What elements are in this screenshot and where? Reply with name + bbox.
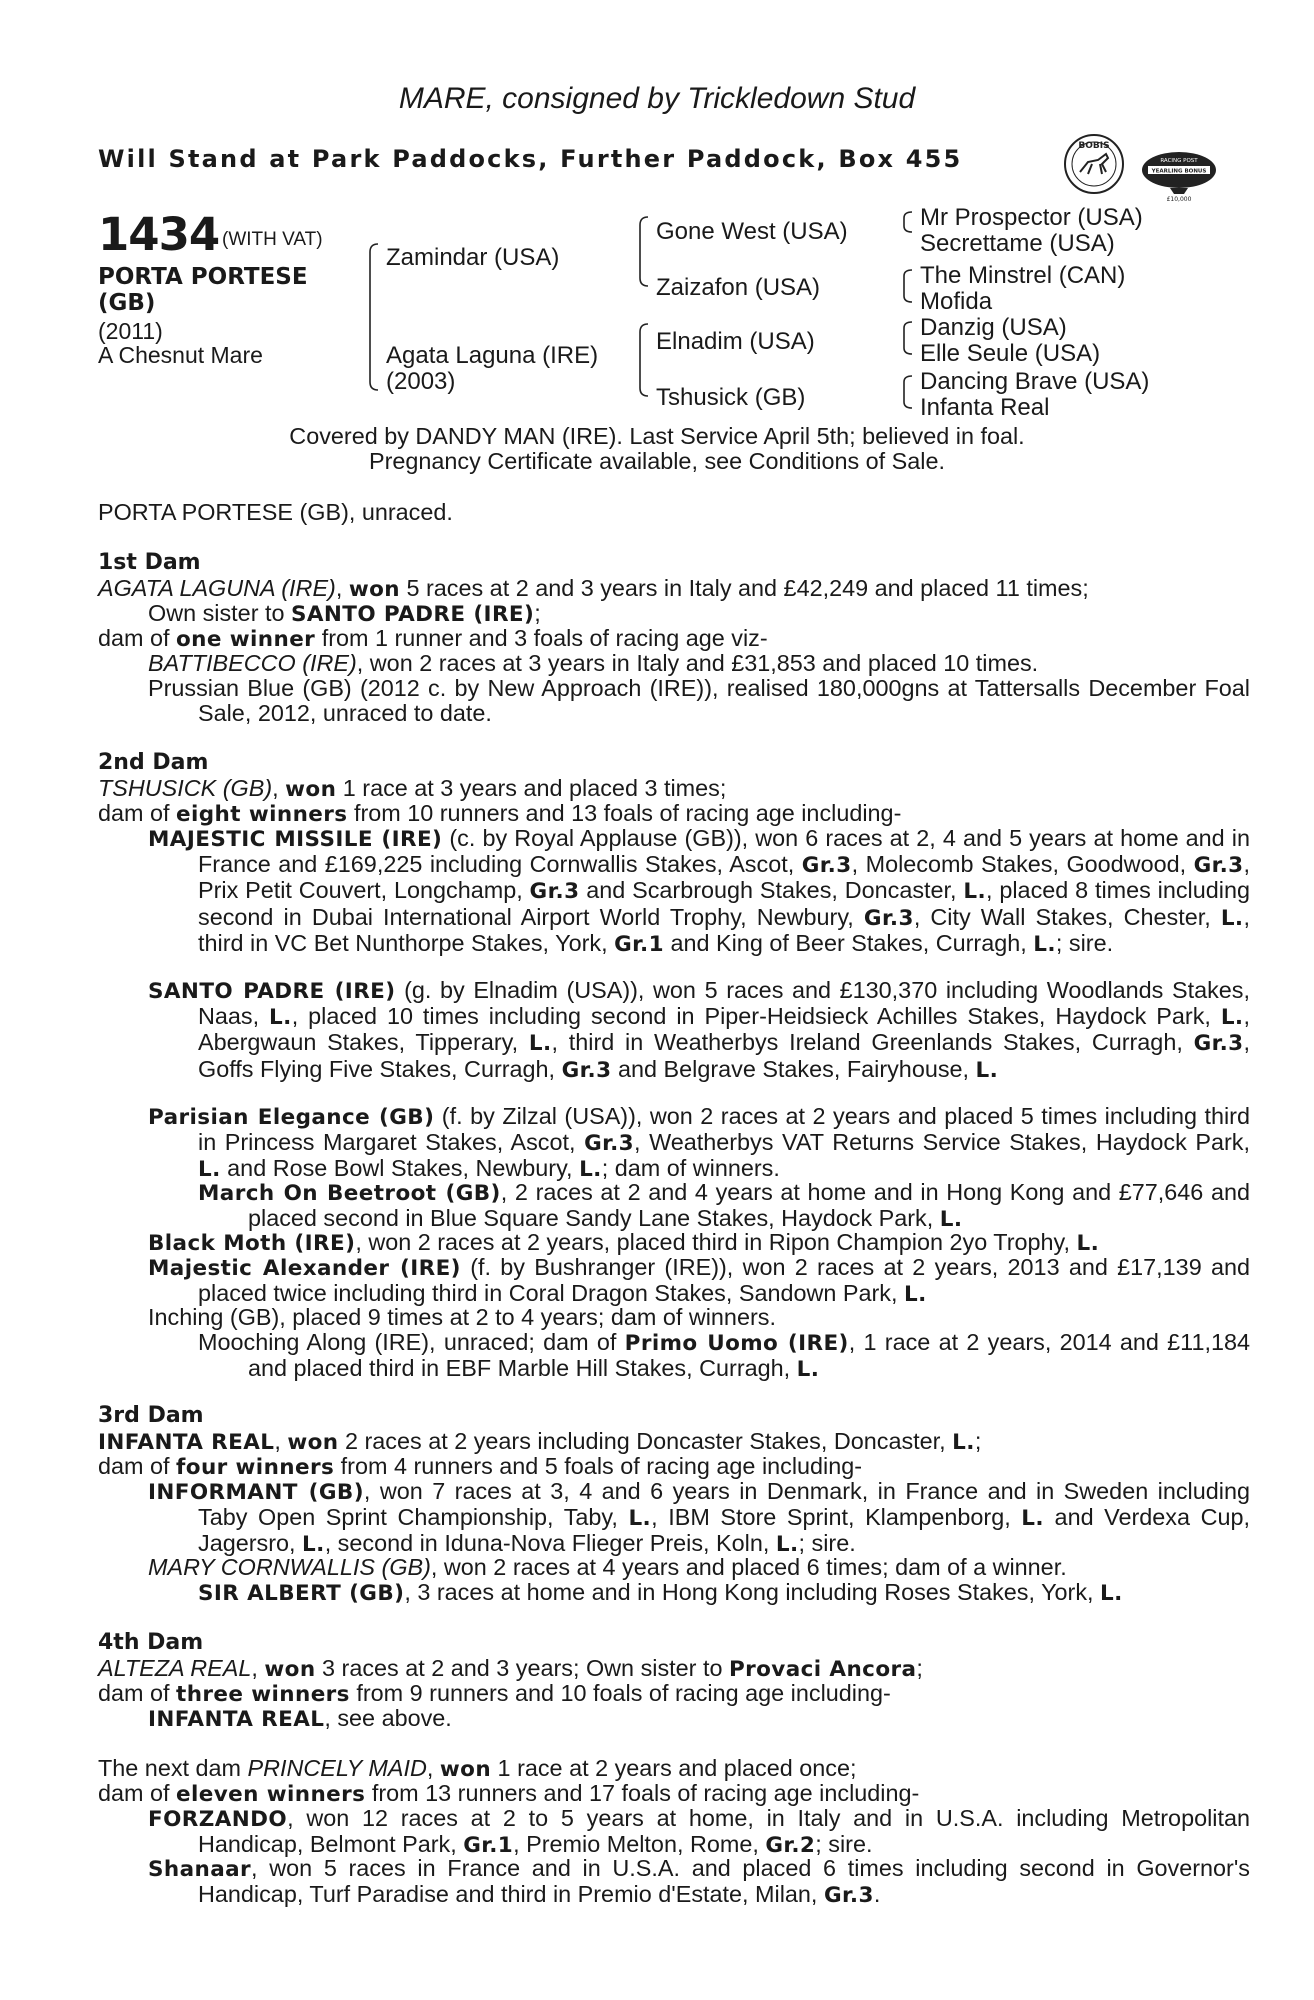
third-dam-record: INFANTA REAL, won 2 races at 2 years including Doncaster Stakes, Doncaster, L.; [98,1428,982,1455]
second-dam-heading: 2nd Dam [98,750,209,775]
first-dam-foal-prussian: Prussian Blue (GB) (2012 c. by New Approach (IRE)), realised 180,000gns at Tattersalls December Foal Sale, 2012, unraced to date. [148,675,1250,727]
first-dam-foal-battibecco: BATTIBECCO (IRE), won 2 races at 3 years in Italy and £31,853 and placed 10 times. [148,650,1039,676]
fourth-dam-produce: dam of three winners from 9 runners and 10 foals of racing age including- [98,1680,891,1707]
foal-mary-cornwallis: MARY CORNWALLIS (GB), won 2 races at 4 years and placed 6 times; dam of a winner. [148,1554,1067,1580]
pedigree-dss: Danzig (USA) [920,314,1067,341]
horse-description: A Chesnut Mare [98,342,263,368]
pedigree-dsd: Elle Seule (USA) [920,340,1101,367]
foaling-year: (2011) [98,318,163,344]
foal-forzando: FORZANDO, won 12 races at 2 to 5 years at home, in Italy and in U.S.A. including Metropolitan Handicap, Belmont Park, Gr.1, Premio Melton, Rome, Gr.2; sire. [148,1805,1250,1859]
foal-informant: INFORMANT (GB), won 7 races at 3, 4 and 6 years in Denmark, in France and in Sweden including Taby Open Sprint Championship, Taby, L., IBM Store Sprint, Klampenborg, L. and Verdexa Cup, Jagersro, L., second in Iduna-Nova Flieger Preis, Koln, L.; sire. [148,1478,1250,1558]
fourth-dam-record: ALTEZA REAL, won 3 races at 2 and 3 years; Own sister to Provaci Ancora; [98,1655,923,1682]
pedigree-dam-sire: Elnadim (USA) [656,328,815,355]
pedigree-ssd: Secrettame (USA) [920,230,1115,257]
stand-location: Will Stand at Park Paddocks, Further Paddock, Box 455 [98,145,963,173]
pedigree-sire-sire: Gone West (USA) [656,218,848,245]
pedigree-sds: The Minstrel (CAN) [920,262,1126,289]
third-dam-heading: 3rd Dam [98,1403,204,1428]
second-dam-produce: dam of eight winners from 10 runners and 13 foals of racing age including- [98,800,902,827]
foal-parisian-elegance: Parisian Elegance (GB) (f. by Zilzal (USA)), won 2 races at 2 years and placed 5 times including third in Princess Margaret Stakes, Ascot, Gr.3, Weatherbys VAT Returns Service Stakes, Haydock Park, L. and Rose Bowl Stakes, Newbury, L.; dam of winners. [148,1103,1250,1183]
foal-santo-padre: SANTO PADRE (IRE) (g. by Elnadim (USA)), won 5 races and £130,370 including Woodlands Stakes, Naas, L., placed 10 times including second in Piper-Heidsieck Achilles Stakes, Haydock Park, L., Abergwaun Stakes, Tipperary, L., third in Weatherbys Ireland Greenlands Stakes, Curragh, Gr.3, Goffs Flying Five Stakes, Curragh, Gr.3 and Belgrave Stakes, Fairyhouse, L. [148,977,1250,1083]
first-dam-heading: 1st Dam [98,550,201,575]
horse-name: PORTA PORTESE [98,264,308,290]
fourth-dam-heading: 4th Dam [98,1630,204,1655]
bonus-amount-text: £10,000 [1166,196,1192,203]
grandfoal-mooching-along: Mooching Along (IRE), unraced; dam of Primo Uomo (IRE), 1 race at 2 years, 2014 and £11,184 and placed third in EBF Marble Hill Stakes, Curragh, L. [198,1329,1250,1383]
pedigree-dam: Agata Laguna (IRE) [386,342,599,369]
foal-inching: Inching (GB), placed 9 times at 2 to 4 years; dam of winners. [148,1304,776,1330]
pedigree-sdd: Mofida [920,288,993,315]
grandfoal-march-on-beetroot: March On Beetroot (GB), 2 races at 2 and 4 years at home and in Hong Kong and £77,646 and placed second in Blue Square Sandy Lane Stakes, Haydock Park, L. [198,1179,1250,1233]
next-dam-record: The next dam PRINCELY MAID, won 1 race at 2 years and placed once; [98,1755,857,1782]
pedigree-dam-year: (2003) [386,368,456,395]
covered-note: Covered by DANDY MAN (IRE). Last Service April 5th; believed in foal. [289,423,1025,449]
second-dam-record: TSHUSICK (GB), won 1 race at 3 years and placed 3 times; [98,775,727,802]
first-dam-produce: dam of one winner from 1 runner and 3 foals of racing age viz- [98,625,768,652]
foal-majestic-alexander: Majestic Alexander (IRE) (f. by Bushranger (IRE)), won 2 races at 2 years, 2013 and £17,139 and placed twice including third in Coral Dragon Stakes, Sandown Park, L. [148,1254,1251,1308]
consignment-header: MARE, consigned by Trickledown Stud [398,82,916,115]
intro-line: PORTA PORTESE (GB), unraced. [98,499,453,525]
foal-black-moth: Black Moth (IRE), won 2 races at 2 years, placed third in Ripon Champion 2yo Trophy, L. [148,1229,1100,1256]
foal-shanaar: Shanaar, won 5 races in France and in U.S.A. and placed 6 times including second in Governor's Handicap, Turf Paradise and third in Premio d'Estate, Milan, Gr.3. [148,1855,1250,1909]
pedigree-dam-dam: Tshusick (GB) [656,384,806,411]
pedigree-sire-dam: Zaizafon (USA) [656,274,821,301]
third-dam-produce: dam of four winners from 4 runners and 5 foals of racing age including- [98,1453,863,1480]
lot-number: 1434 [98,208,220,261]
foal-infanta-real-ref: INFANTA REAL, see above. [148,1705,452,1732]
first-dam-sister: Own sister to SANTO PADRE (IRE); [148,600,541,627]
bobis-text: BOBIS [1078,141,1110,151]
pedigree-sire: Zamindar (USA) [386,244,560,271]
pregnancy-note: Pregnancy Certificate available, see Conditions of Sale. [369,448,945,474]
grandfoal-sir-albert: SIR ALBERT (GB), 3 races at home and in Hong Kong including Roses Stakes, York, L. [198,1579,1123,1606]
first-dam-record: AGATA LAGUNA (IRE), won 5 races at 2 and 3 years in Italy and £42,249 and placed 11 times; [98,575,1089,602]
pedigree-ddd: Infanta Real [920,394,1050,421]
horse-name-country: (GB) [98,290,156,316]
yearling-bonus-text: YEARLING BONUS [1151,168,1207,175]
next-dam-produce: dam of eleven winners from 13 runners and 17 foals of racing age including- [98,1780,920,1807]
pedigree-dds: Dancing Brave (USA) [920,368,1150,395]
pedigree-sss: Mr Prospector (USA) [920,204,1143,231]
foal-majestic-missile: MAJESTIC MISSILE (IRE) (c. by Royal Applause (GB)), won 6 races at 2, 4 and 5 years at home and in France and £169,225 including Cornwallis Stakes, Ascot, Gr.3, Molecomb Stakes, Goodwood, Gr.3, Prix Petit Couvert, Longchamp, Gr.3 and Scarbrough Stakes, Doncaster, L., placed 8 times including second in Dubai International Airport World Trophy, Newbury, Gr.3, City Wall Stakes, Chester, L., third in VC Bet Nunthorpe Stakes, York, Gr.1 and King of Beer Stakes, Curragh, L.; sire. [148,825,1250,957]
racing-post-text: RACING POST [1160,158,1198,164]
vat-note: (WITH VAT) [222,229,323,250]
